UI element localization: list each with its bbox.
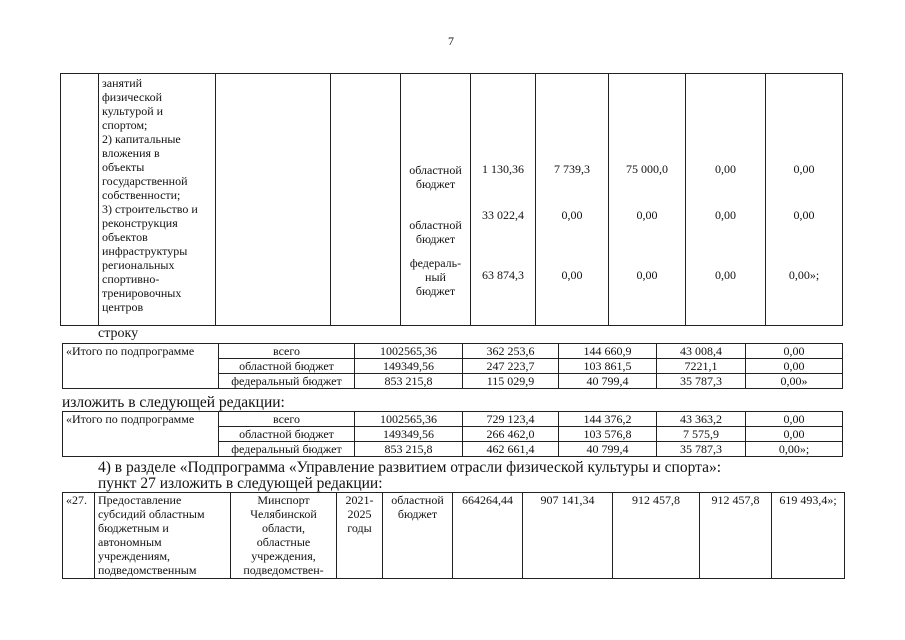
text-line: областные — [256, 535, 311, 549]
text-line: занятий — [102, 76, 143, 90]
text-line: тренировочных — [102, 286, 182, 300]
value-cell: 0,00»; — [746, 442, 843, 457]
text-line: реконструкция — [102, 216, 178, 230]
value-cell: 664264,44 — [453, 493, 523, 579]
empty-cell — [331, 74, 401, 326]
value-cell: 853 215,8 — [355, 442, 463, 457]
text-line: 2021- — [345, 493, 374, 507]
value-cell: 0,00»; — [788, 268, 820, 282]
value-cell: 33 022,4 — [482, 208, 524, 222]
funding-source-column — [401, 74, 471, 326]
text-line: физической — [102, 90, 162, 104]
empty-cell — [216, 74, 331, 326]
text-line: бюджет — [415, 177, 456, 191]
value-cell: 7 739,3 — [554, 162, 590, 176]
value-cell: 40 799,4 — [559, 442, 657, 457]
text-line: Предоставление — [98, 493, 182, 507]
table-itogo-old — [62, 343, 843, 389]
value-cell: 0,00 — [561, 268, 583, 282]
executor — [231, 493, 337, 579]
text-line: ный — [425, 270, 446, 284]
funding-source — [383, 493, 453, 579]
value-cell: 0,00 — [715, 208, 736, 222]
value-cell: 0,00 — [636, 268, 658, 282]
row-number: «27. — [63, 493, 95, 579]
measure-description — [99, 74, 216, 326]
text-line: бюджетным и — [98, 521, 169, 535]
value-cell: 1002565,36 — [355, 412, 463, 427]
text-line: 2025 — [347, 507, 372, 521]
value-cell: 40 799,4 — [559, 374, 657, 389]
value-cell: 266 462,0 — [463, 427, 559, 442]
text-line: учреждения, — [251, 549, 316, 563]
value-cell: 912 457,8 — [700, 493, 772, 579]
text-line: областной — [409, 218, 462, 232]
text-line: региональных — [102, 258, 175, 272]
text-line: инфраструктуры — [102, 244, 188, 258]
text-line: подведомствен- — [243, 563, 324, 577]
value-cell: 0,00 — [746, 412, 843, 427]
itogo-label: «Итого по подпрограмме — [63, 412, 219, 457]
value-column-4 — [686, 74, 766, 326]
text-line: спортом; — [102, 118, 148, 132]
table-continuation — [60, 73, 843, 326]
text-line: бюджет — [397, 507, 438, 521]
text-line: учреждениям, — [98, 549, 171, 563]
value-cell: 247 223,7 — [463, 359, 559, 374]
empty-cell — [61, 74, 99, 326]
text-line: центров — [102, 300, 144, 314]
value-cell: 103 576,8 — [559, 427, 657, 442]
text-line: субсидий областным — [98, 507, 205, 521]
value-cell: 7 575,9 — [657, 427, 746, 442]
value-cell: 912 457,8 — [613, 493, 700, 579]
text-line: областной — [409, 163, 462, 177]
text-line: бюджет — [415, 284, 456, 298]
value-cell: 907 141,34 — [523, 493, 613, 579]
value-cell: 0,00 — [793, 162, 815, 176]
value-cell: 0,00 — [636, 208, 658, 222]
value-cell: 149349,56 — [355, 359, 463, 374]
value-cell: 0,00 — [746, 427, 843, 442]
text-stroku: строку — [98, 326, 139, 341]
text-line: автономным — [98, 535, 162, 549]
measure-description — [95, 493, 231, 579]
value-cell: 1002565,36 — [355, 344, 463, 359]
value-cell: 0,00 — [746, 359, 843, 374]
value-cell: 43 363,2 — [657, 412, 746, 427]
value-cell: 0,00 — [715, 268, 736, 282]
source-cell: областной бюджет — [219, 359, 355, 374]
text-line: области, — [261, 521, 306, 535]
table-punkt-27 — [62, 492, 845, 579]
funding-source-cell — [401, 163, 470, 218]
value-column-3 — [609, 74, 686, 326]
page-number: 7 — [448, 34, 454, 48]
value-cell: 0,00 — [715, 162, 736, 176]
source-cell: всего — [219, 412, 355, 427]
value-cell: 0,00 — [746, 344, 843, 359]
source-cell: федеральный бюджет — [219, 442, 355, 457]
text-line: вложения в — [102, 146, 160, 160]
text-line: объектов — [102, 230, 148, 244]
value-cell: 1 130,36 — [482, 162, 524, 176]
text-line: спортивно- — [102, 272, 160, 286]
text-line: 3) строительство и — [102, 202, 198, 216]
text-line: подведомственным — [98, 563, 197, 577]
text-line: государственной — [102, 174, 188, 188]
value-cell: 362 253,6 — [463, 344, 559, 359]
funding-source-cell — [401, 218, 470, 256]
value-cell: 63 874,3 — [482, 268, 524, 282]
text-line: областной — [391, 493, 444, 507]
text-section-4: 4) в разделе «Подпрограмма «Управление развитием отрасли физической культуры и спорта»: — [98, 459, 722, 476]
value-column-5 — [766, 74, 843, 326]
value-cell: 144 376,2 — [559, 412, 657, 427]
text-line: федераль- — [409, 256, 462, 270]
source-cell: всего — [219, 344, 355, 359]
text-line: объекты — [102, 160, 145, 174]
value-cell: 853 215,8 — [355, 374, 463, 389]
value-column-1 — [471, 74, 536, 326]
years — [337, 493, 383, 579]
value-cell: 0,00 — [793, 208, 815, 222]
value-cell: 103 861,5 — [559, 359, 657, 374]
table-itogo-new — [62, 411, 843, 457]
text-izlozhit: изложить в следующей редакции: — [62, 394, 285, 411]
source-cell: областной бюджет — [219, 427, 355, 442]
text-line: Челябинской — [250, 507, 317, 521]
text-punkt-27: пункт 27 изложить в следующей редакции: — [98, 475, 383, 492]
value-cell: 462 661,4 — [463, 442, 559, 457]
value-cell: 619 493,4»; — [772, 493, 845, 579]
text-line: бюджет — [415, 232, 456, 246]
value-cell: 7221,1 — [657, 359, 746, 374]
value-cell: 35 787,3 — [657, 374, 746, 389]
funding-source-cell — [401, 256, 470, 306]
text-line: Минспорт — [257, 493, 310, 507]
value-cell: 144 660,9 — [559, 344, 657, 359]
value-cell: 0,00 — [561, 208, 583, 222]
text-line: годы — [347, 521, 372, 535]
value-cell: 729 123,4 — [463, 412, 559, 427]
value-cell: 35 787,3 — [657, 442, 746, 457]
value-cell: 149349,56 — [355, 427, 463, 442]
value-cell: 43 008,4 — [657, 344, 746, 359]
value-cell: 115 029,9 — [463, 374, 559, 389]
value-cell: 75 000,0 — [626, 162, 668, 176]
itogo-label: «Итого по подпрограмме — [63, 344, 219, 389]
value-cell: 0,00» — [746, 374, 843, 389]
value-column-2 — [536, 74, 609, 326]
text-line: собственности; — [102, 188, 181, 202]
text-line: культурой и — [102, 104, 164, 118]
text-line: 2) капитальные — [102, 132, 181, 146]
source-cell: федеральный бюджет — [219, 374, 355, 389]
